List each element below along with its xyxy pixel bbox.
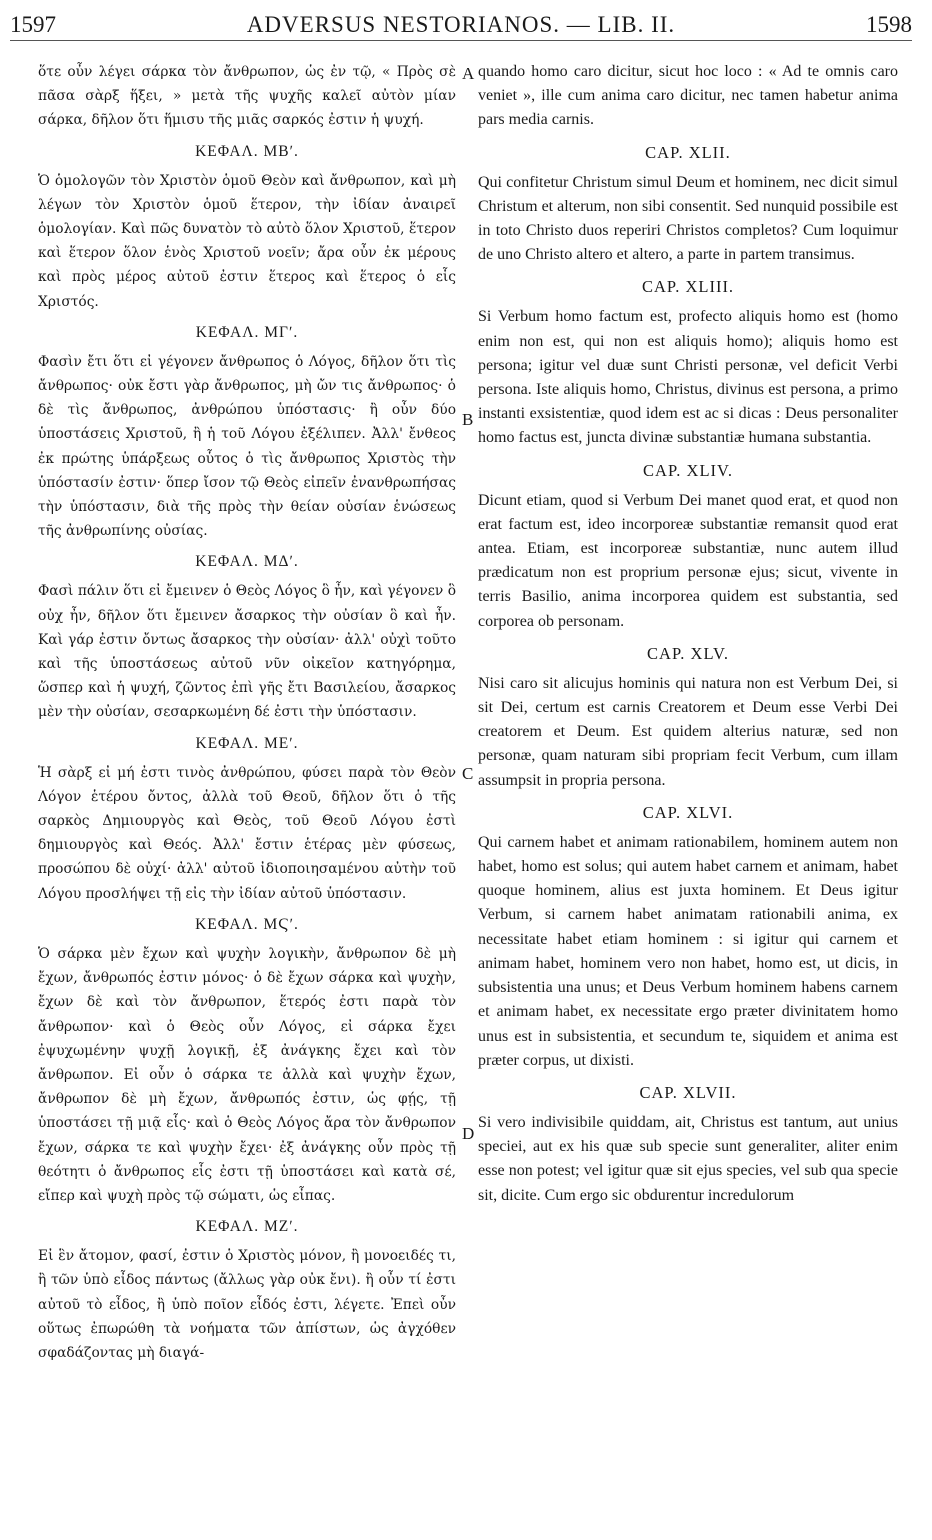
latin-intro: quando homo caro dicitur, sicut hoc loco : « Ad te omnis caro veniet », ille cum anima caro dicitur, nec tamen habetur anima pars media carnis. [478, 63, 898, 129]
greek-paragraph: Ὁ σάρκα μὲν ἔχων καὶ ψυχὴν λογικὴν, ἄνθρωπον δὲ μὴ ἔχων, ἄνθρωπός ἐστιν μόνος· ὁ δὲ ἔχων σάρκα καὶ ψυχὴν, ἔχων δὲ καὶ τὸν ἄνθρωπον, ἕτερός ἐστι παρὰ τὸν ἄνθρωπον· καὶ ὁ Θεὸς οὖν Λόγος, εἰ σάρκα ἔχει ἐψυχωμένην ψυχῇ λογικῇ, ἐξ ἀνάγκης ἔχει καὶ τὸν ἄνθρωπον. Εἰ οὖν ὁ σάρκα τε ἀλλὰ καὶ ψυχὴν ἔχων, ἄνθρωπον δὲ μὴ ἔχων, ἄνθρωπός ἐστιν, ὡς φῄς, τῇ ὑποστάσει τῇ μιᾷ εἷς· καὶ ὁ Θεὸς Λόγος ἄρα τὸν ἄνθρωπον ἔχων, σάρκα τε καὶ ψυχὴν ἔχει· ἐξ ἀνάγκης οὖν πρὸς τῇ θεότητι ὁ ἄνθρωπος εἷς ἐστι τῇ ὑποστάσει καὶ κατὰ σέ, εἴπερ καὶ ψυχὴ πρὸς τῷ σώματι, ὡς εἶπας. [38, 945, 456, 1204]
latin-paragraph: Nisi caro sit alicujus hominis qui natura non est Verbum Dei, si sit Dei, certum est carnis Creatorem et Deum esse Verbi Dei creatorem et Deum. Est quidem alterius naturæ, sed non personæ, quam naturam sibi propriam fecit Verbum, cum illam assumpsit in propria persona. [478, 674, 898, 789]
greek-heading: ΚΕΦΑΛ. ΜϚʹ. [195, 915, 299, 933]
greek-paragraph: Φασὶν ἔτι ὅτι εἰ γέγονεν ἄνθρωπος ὁ Λόγος, δῆλον ὅτι τὶς ἄνθρωπος· οὐκ ἔστι γὰρ ἄνθρωπος, μὴ ὤν τις ἄνθρωπος· ὁ δὲ τὶς ἄνθρωπος, ἀνθρώπου ὑπόστασις· ἢ οὖν δύο ὑποστάσεις Χριστοῦ, ἢ ἡ τοῦ Λόγου ἐξέλιπεν. Ἀλλ' ἔνθεος ἐκ πρώτης ὑπάρξεως οὗτος ὁ τὶς ἄνθρωπος Χριστὸς τὴν ὑπόστασίν ἐστιν· ὅπερ ἴσον τῷ Θεὸς εἰπεῖν ἐνανθρωπήσας τὴν ὑπόστασιν, διὰ τῆς πρὸς τὴν θείαν οὐσίαν ἑνώσεως τῆς ἀνθρωπίνης οὐσίας. [38, 353, 456, 540]
greek-paragraph: Φασὶ πάλιν ὅτι εἰ ἔμεινεν ὁ Θεὸς Λόγος ὃ ἦν, καὶ γέγονεν ὃ οὐχ ἦν, δῆλον ὅτι ἔμεινεν ἄσαρκος τὴν οὐσίαν ὃ καὶ ἦν. Καὶ γάρ ἐστιν ὄντως ἄσαρκος τὴν οὐσίαν· ἀλλ' οὐχὶ τοῦτο καὶ τῆς ὑποστάσεως αὐτοῦ νῦν οἰκεῖον κατηγόρημα, ὥσπερ καὶ ἡ ψυχή, ζῶντος ἐπὶ γῆς ἔτι Βασιλείου, ἄσαρκος μὲν τὴν οὐσίαν, σεσαρκωμένη δέ ἐστι τὴν ὑπόστασιν. [38, 583, 456, 721]
greek-heading: ΚΕΦΑΛ. ΜΔʹ. [195, 553, 299, 571]
page-header [10, 8, 912, 42]
latin-paragraph: Si vero indivisibile quiddam, ait, Christus est tantum, aut unius speciei, aut ex his quæ sub specie sunt generaliter, aliter enim esse non potest; vel igitur quæ sit ejus species, vel sub qua specie sit, dicite. Cum ergo sic obdurentur incredulorum [478, 1113, 898, 1204]
greek-paragraph: Εἰ ἓν ἄτομον, φασί, ἐστιν ὁ Χριστὸς μόνον, ἢ μονοειδές τι, ἢ τῶν ὑπὸ εἶδος πάντως (ἄλλως γὰρ οὐκ ἔνι). ἢ οὖν τί ἐστι αὐτοῦ τὸ εἶδος, ἢ ὑπὸ ποῖον εἶδός ἐστι, λέγετε. Ἐπεὶ οὖν οὕτως ἐπωρώθη τὰ νοήματα τῶν ἀπίστων, ὡς ἀγχόθεν σφαδάζοντας μὴ διαγά- [38, 1248, 456, 1361]
right-page-number: 1598 [866, 12, 912, 37]
greek-paragraph: Ἡ σὰρξ εἰ μή ἐστι τινὸς ἀνθρώπου, φύσει παρὰ τὸν Θεὸν Λόγον ἑτέρου ὄντος, ἀλλὰ τοῦ Θεοῦ, δῆλον ὅτι ὁ τῆς σαρκὸς Δημιουργὸς καὶ Θεὸς, τοῦ Θεοῦ Λόγου ἐστὶ δημιουργὸς καὶ Θεός. Ἀλλ' ἔστιν ἑτέρας μὲν φύσεως, προσώπου δὲ οὐχί· ἀλλ' αὐτοῦ ἰδιοποιησαμένου αὐτὴν τοῦ Λόγου προσλήψει τῇ εἰς τὴν ἰδίαν αὐτοῦ ὑπόστασιν. [38, 764, 456, 902]
margin-mark-c: C [462, 764, 474, 783]
latin-heading: CAP. XLIII. [641, 277, 735, 297]
latin-column [478, 60, 898, 1208]
greek-heading: ΚΕΦΑΛ. ΜΕʹ. [195, 734, 299, 752]
header-rule [10, 40, 912, 41]
greek-column [38, 60, 456, 1365]
greek-heading: ΚΕΦΑΛ. ΜΖʹ. [195, 1218, 299, 1236]
margin-mark-a: A [462, 64, 475, 83]
left-page-number: 1597 [10, 12, 56, 37]
latin-heading: CAP. XLII. [645, 142, 731, 162]
margin-mark-b: B [462, 410, 474, 429]
greek-heading: ΚΕΦΑΛ. ΜΓʹ. [195, 323, 299, 341]
greek-heading: ΚΕΦΑΛ. ΜΒʹ. [195, 142, 299, 160]
latin-paragraph: Qui confitetur Christum simul Deum et hominem, nec dicit simul Christum et alterum, non sibi consentit. Sed nunquid possibile est in toto Christo duos reperiri Christos completos? Cum loquimur de uno Christo altero et altero, a parte in partem transimus. [478, 173, 898, 264]
greek-paragraph: Ὁ ὁμολογῶν τὸν Χριστὸν ὁμοῦ Θεὸν καὶ ἄνθρωπον, καὶ μὴ λέγων τὸν Χριστὸν ὁμοῦ ἕτερον, τὴν ἰδίαν ἀναιρεῖ ὁμολογίαν. Καὶ πῶς δυνατὸν τὸ αὐτὸ ὅλον Χριστοῦ, ἕτερον καὶ ἕτερον ὅλον ἑνὸς Χριστοῦ νοεῖν; ἄρα οὖν ἐκ μέρους καὶ πρὸς μέρος αὐτοῦ ἐστιν ἕτερος καὶ ἕτερος ὁ εἷς Χριστός. [38, 172, 456, 310]
greek-intro: ὅτε οὖν λέγει σάρκα τὸν ἄνθρωπον, ὡς ἐν τῷ, « Πρὸς σὲ πᾶσα σὰρξ ἥξει, » μετὰ τῆς ψυχῆς καλεῖ αὐτὸν μίαν σάρκα, δῆλον ὅτι ἥμισυ τῆς μιᾶς σαρκός ἐστιν ἡ ψυχή. [38, 64, 456, 129]
latin-paragraph: Qui carnem habet et animam rationabilem, hominem autem non habet, homo est solus; qui autem habet carnem et animam, habet quoque hominem, alius est juxta hominem. Et Deus igitur Verbum, si carnem habet animatam rationabili anima, ex necessitate habet etiam hominem : si igitur qui carnem et animam habet, hominem vero non habet, homo est, ut dicis, in subsistentia una unus; et Deus Verbum hominem habens carnem et animam habet, ex necessitate ergo præter divinitatem homo unus est in subsistentia, et secundum te, siquidem et anima est præter corpus, ut dixisti. [478, 833, 898, 1069]
latin-heading: CAP. XLV. [647, 643, 729, 663]
latin-paragraph: Dicunt etiam, quod si Verbum Dei manet quod erat, et quod non erat factum est, ideo incorporeæ substantiæ remansit quod erat antea. Etiam, est incorporeæ substantiæ, nunc autem illud prædicatum non est proprium personæ ejus; sicut, vivente in terris Basilio, anima incorporea quidem est substantia, sed corporea ob personam. [478, 491, 898, 630]
latin-paragraph: Si Verbum homo factum est, profecto aliquis homo est (homo enim non est, qui non est aliquis homo); aliquis homo est persona; igitur vel duæ sunt Christi personæ, vel deficit Verbi persona. Iste aliquis homo, Christus, divinus est persona, a primo instanti exsistentiæ, quod idem est ac si dicas : Deus personaliter homo factus est, juncta divinæ substantiæ humana substantia. [478, 308, 898, 447]
latin-heading: CAP. XLVII. [639, 1082, 737, 1102]
latin-heading: CAP. XLIV. [643, 460, 733, 480]
running-title: ADVERSUS NESTORIANOS. — LIB. II. [246, 12, 676, 37]
margin-mark-d: D [462, 1124, 475, 1143]
latin-heading: CAP. XLVI. [642, 802, 734, 822]
